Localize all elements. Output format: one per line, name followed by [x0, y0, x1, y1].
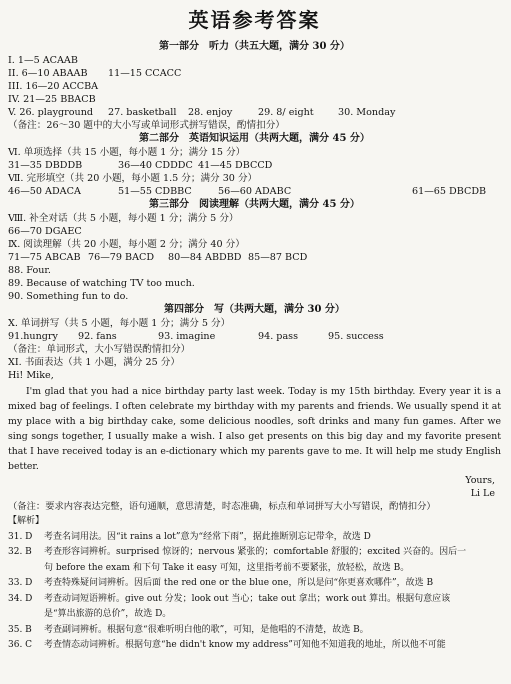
answer-line: 71—75 ABCAB 76—79 BACD 80—84 ABDBD 85—87 BCD	[8, 252, 308, 263]
analysis-item-continuation: 句 before the exam 和下句 Take it easy 可知，这里指考前不要紧张，放轻松，故选 B。	[44, 562, 410, 573]
answer-line: IV. 21—25 BBACB	[8, 94, 96, 105]
part2-heading: 第二部分 英语知识运用（共两大题，满分 45 分）	[139, 133, 370, 144]
answer-line: I. 1—5 ACAAB	[8, 55, 78, 66]
part4-heading: 第四部分 写（共两大题，满分 30 分）	[164, 304, 345, 315]
answer-line: 88. Four.	[8, 265, 51, 276]
answer-line: 46—50 ADACA 51—55 CDBBC 56—60 ADABC 61—65 DBCDB	[8, 186, 487, 197]
page-title: 英语参考答案	[188, 8, 321, 32]
section-heading: Ⅶ. 完形填空（共 20 小题，每小题 1.5 分；满分 30 分）	[8, 173, 258, 184]
analysis-item: 34. D 考查动词短语辨析。give out 分发；look out 当心；take out 拿出；work out 算出。根据句意应该	[8, 593, 451, 604]
part3-heading: 第三部分 阅读理解（共两大题，满分 45 分）	[149, 199, 360, 210]
essay-body: I'm glad that you had a nice birthday party last week. Today is my 15th birthday. Every year it is a mixed bag of feelings. I often celebrate my birthday with my parents and friends. We usually spend it at my place with a big birthday cake, some delicious noodles, soft drinks and many fun games. After we sing songs together, I usually make a wish. I also get presents on this big day and my favorite present that I have received today is an e-dictionary which my parents gave to me. It will help me study English better.	[8, 386, 501, 472]
analysis-item: 36. C 考查情态动词辨析。根据句意“he didn't know my address”可知他不知道我的地址，所以他不可能	[8, 640, 446, 650]
answer-line: 91.hungry 92. fans 93. imagine 94. pass 95. success	[8, 331, 384, 342]
answer-line: 89. Because of watching TV too much.	[8, 278, 195, 289]
analysis-item: 35. B 考查副词辨析。根据句意“很难听明白他的歌”，可知，是他唱的不清楚，故选 B。	[8, 624, 369, 635]
part1-heading: 第一部分 听力（共五大题，满分 30 分）	[159, 41, 350, 52]
section-note: （备注：单词形式，大小写错误酌情扣分）	[8, 344, 191, 355]
letter-greeting: Hi! Mike,	[8, 370, 54, 381]
answer-line: II. 6—10 ABAAB 11—15 CCACC	[8, 68, 182, 79]
answer-line: 66—70 DGAEC	[8, 226, 82, 237]
answer-line: V. 26. playground 27. basketball 28. enjoy 29. 8/ eight 30. Monday	[8, 107, 396, 118]
letter-closing: Yours,	[465, 475, 495, 486]
analysis-item-continuation: 是“算出旅游的总价”，故选 D。	[44, 609, 172, 619]
analysis-item: 32. B 考查形容词辨析。surprised 惊讶的；nervous 紧张的；comfortable 舒服的；excited 兴奋的。因后一	[8, 547, 467, 557]
section-heading: Ⅸ. 阅读理解（共 20 小题，每小题 2 分；满分 40 分）	[8, 239, 245, 250]
analysis-item: 33. D 考查特殊疑问词辨析。因后面 the red one or the blue one，所以是问“你更喜欢哪件”，故选 B	[8, 578, 434, 588]
section-heading: Ⅷ. 补全对话（共 5 小题，每小题 1 分；满分 5 分）	[8, 213, 239, 224]
section-heading: Ⅵ. 单项选择（共 15 小题，每小题 1 分；满分 15 分）	[8, 147, 246, 158]
answer-line: III. 16—20 ACCBA	[8, 81, 99, 92]
answer-line: 31—35 DBDDB 36—40 CDDDC 41—45 DBCCD	[8, 160, 273, 171]
section-heading: XI. 书面表达（共 1 小题，满分 25 分）	[8, 357, 180, 368]
analysis-section	[8, 514, 501, 654]
section-heading: Ⅹ. 单词拼写（共 5 小题，每小题 1 分；满分 5 分）	[8, 318, 231, 329]
analysis-heading: 【解析】	[8, 516, 45, 526]
essay-note: （备注：要求内容表达完整，语句通顺，意思清楚，时态准确，标点和单词拼写大小写错误，酌情扣分）	[8, 501, 436, 512]
part1-note: （备注：26～30 题中的大小写或单词形式拼写错误，酌情扣分）	[8, 120, 285, 131]
analysis-item: 31. D 考查名词用法。因“it rains a lot”意为“经常下雨”，据此推断别忘记带伞，故选 D	[8, 531, 371, 542]
letter-signature: Li Le	[470, 488, 495, 499]
answer-line: 90. Something fun to do.	[8, 291, 129, 302]
